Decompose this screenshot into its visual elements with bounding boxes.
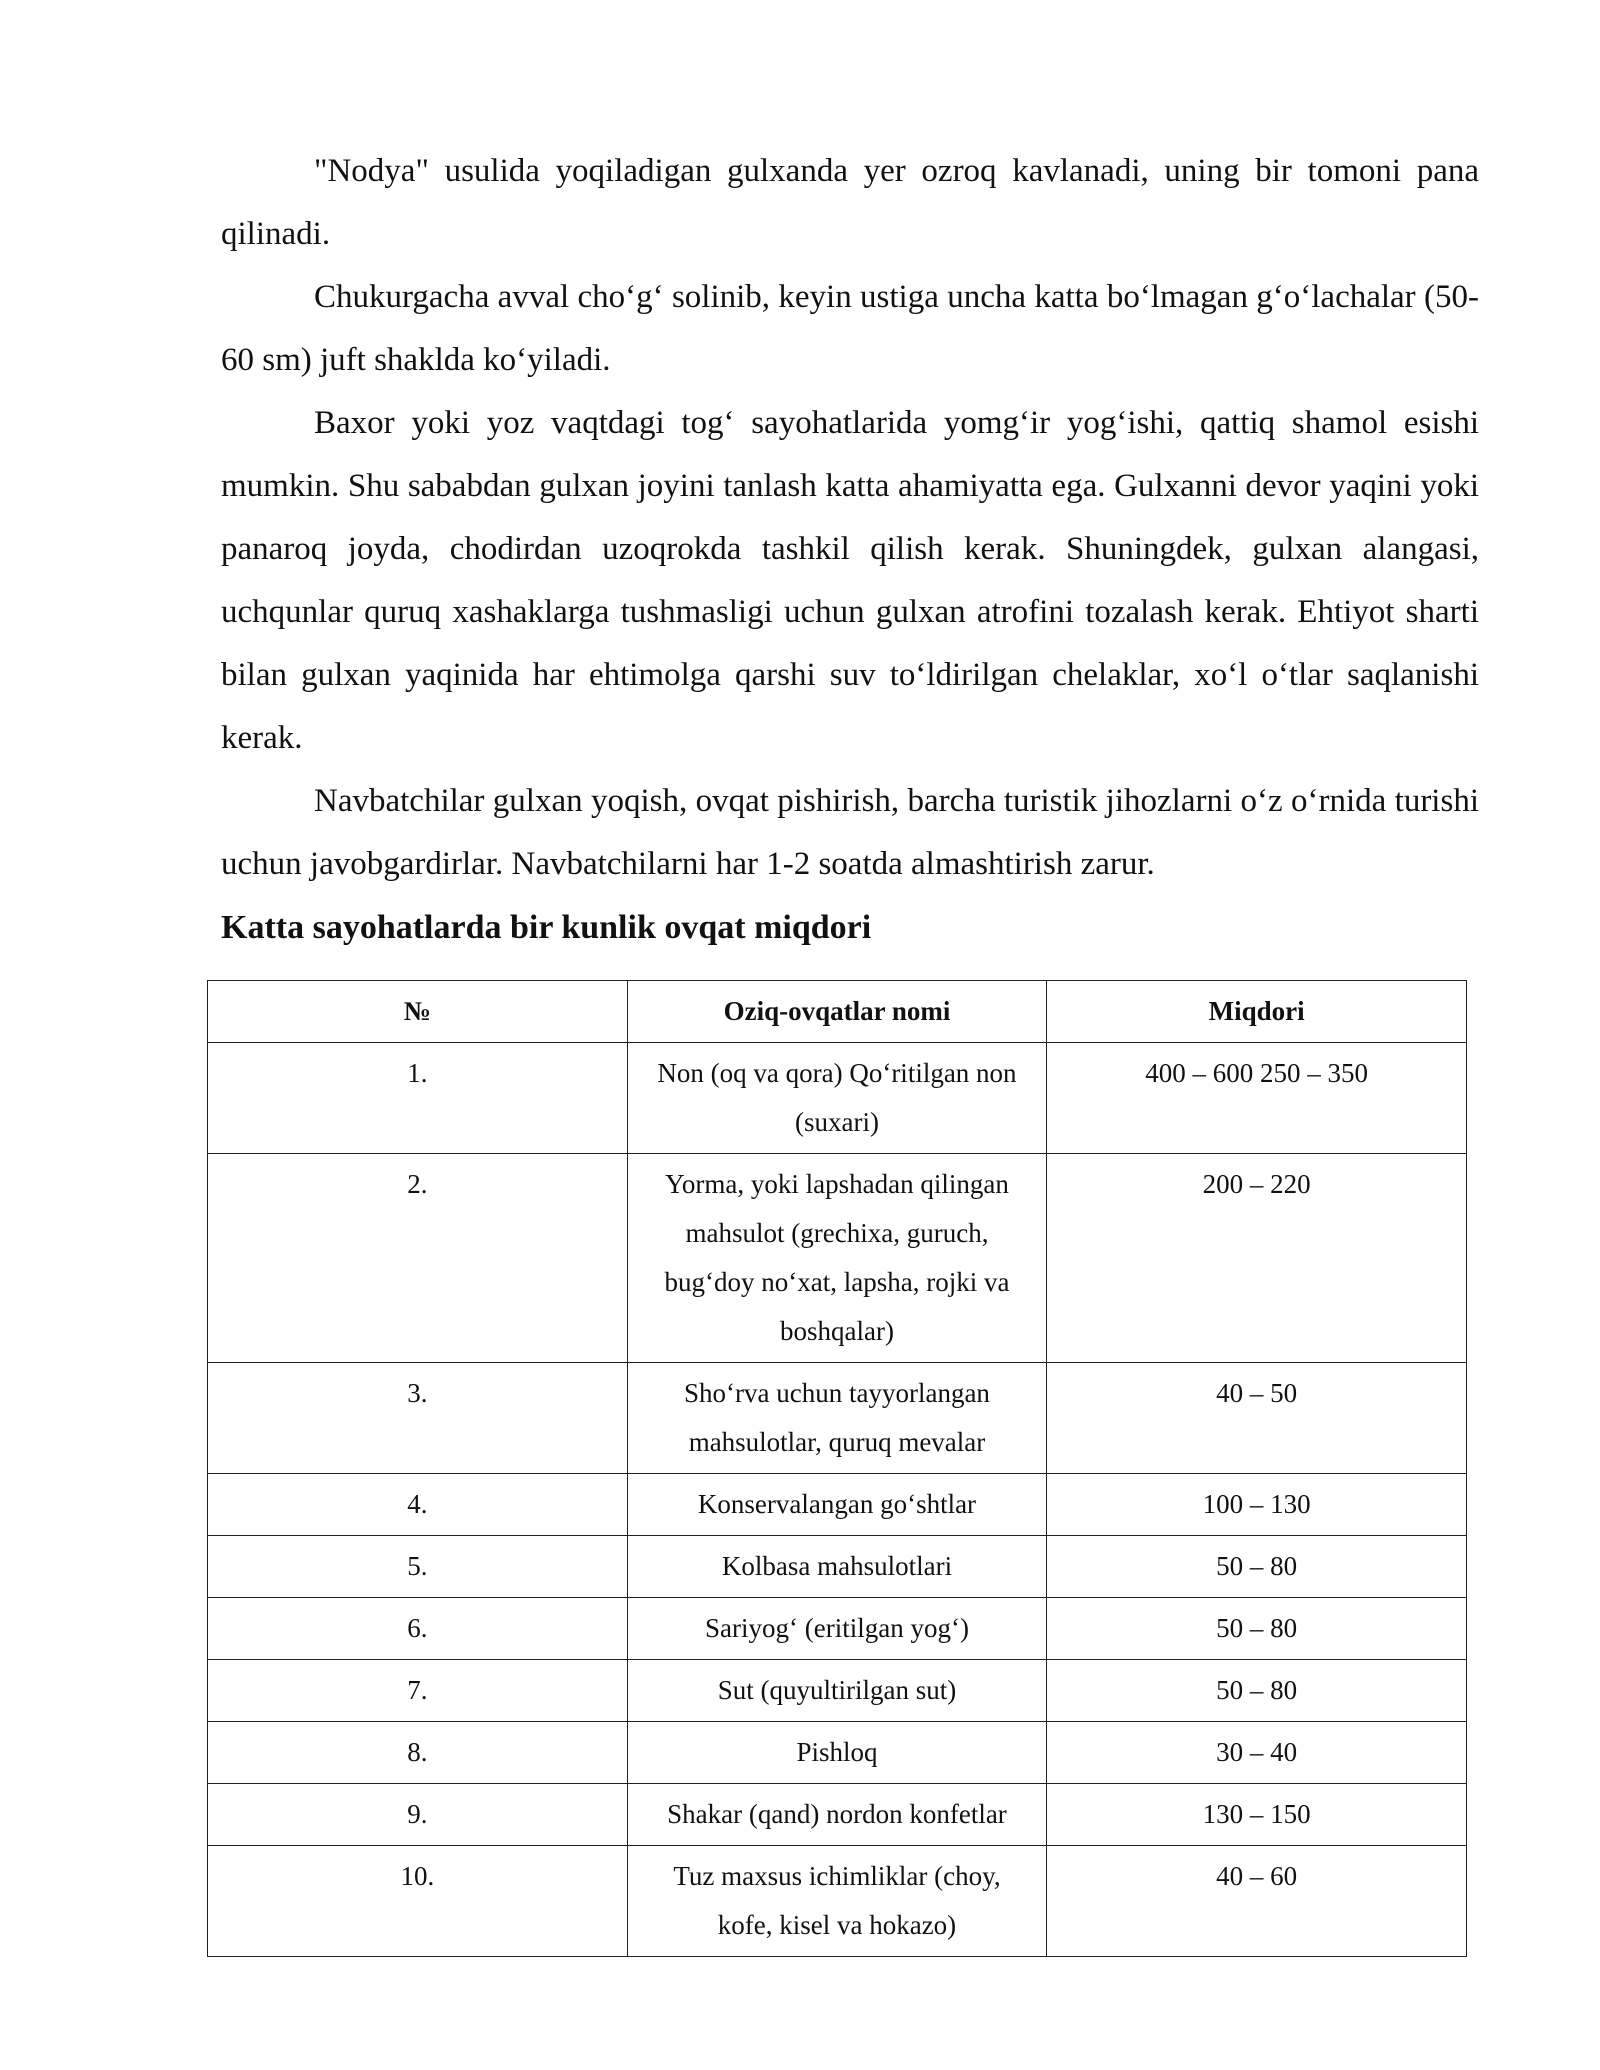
quantity: 50 – 80 (1047, 1598, 1467, 1660)
food-name: Sho‘rva uchun tayyorlangan mahsulotlar, quruq mevalar (627, 1363, 1047, 1474)
food-name: Pishloq (627, 1722, 1047, 1784)
quantity: 30 – 40 (1047, 1722, 1467, 1784)
quantity: 200 – 220 (1047, 1154, 1467, 1363)
table-row (208, 1598, 1467, 1660)
food-name: Konservalangan go‘shtlar (627, 1474, 1047, 1536)
row-number: 10. (208, 1846, 628, 1957)
paragraph-nodya-method: "Nodya" usulida yoqiladigan gulxanda yer ozroq kavlanadi, uning bir tomoni pana qilinadi. (221, 153, 1479, 252)
paragraph-campfire-location: Baxor yoki yoz vaqtdagi tog‘ sayohatlarida yomg‘ir yog‘ishi, qattiq shamol esishi mumkin. Shu sababdan gulxan joyini tanlash katta ahamiyatta ega. Gulxanni devor yaqini yoki panaroq joyda, chodirdan uzoqrokda tashkil qilish kerak. Shuningdek, gulxan alangasi, uchqunlar quruq xashaklarga tushmasligi uchun gulxan atrofini tozalash kerak. Ehtiyot sharti bilan gulxan yaqinida har ehtimolga qarshi suv to‘ldirilgan chelaklar, xo‘l o‘tlar saqlanishi kerak. (221, 405, 1479, 756)
row-number: 4. (208, 1474, 628, 1536)
quantity: 40 – 60 (1047, 1846, 1467, 1957)
table-row (208, 1536, 1467, 1598)
row-number: 6. (208, 1598, 628, 1660)
quantity: 100 – 130 (1047, 1474, 1467, 1536)
document-body (221, 140, 1479, 959)
quantity: 50 – 80 (1047, 1536, 1467, 1598)
row-number: 9. (208, 1784, 628, 1846)
food-name: Sariyog‘ (eritilgan yog‘) (627, 1598, 1047, 1660)
table-row (208, 1722, 1467, 1784)
table-row (208, 1846, 1467, 1957)
table-row (208, 1784, 1467, 1846)
food-name: Tuz maxsus ichimliklar (choy, kofe, kisel va hokazo) (627, 1846, 1047, 1957)
quantity: 50 – 80 (1047, 1660, 1467, 1722)
header-food-name: Oziq-ovqatlar nomi (627, 981, 1047, 1043)
food-name: Yorma, yoki lapshadan qilingan mahsulot (grechixa, guruch, bug‘doy no‘xat, lapsha, rojki va boshqalar) (627, 1154, 1047, 1363)
table-row (208, 1154, 1467, 1363)
quantity: 40 – 50 (1047, 1363, 1467, 1474)
row-number: 8. (208, 1722, 628, 1784)
row-number: 2. (208, 1154, 628, 1363)
quantity: 400 – 600 250 – 350 (1047, 1043, 1467, 1154)
food-name: Non (oq va qora) Qo‘ritilgan non (suxari) (627, 1043, 1047, 1154)
section-heading: Katta sayohatlarda bir kunlik ovqat miqdori (221, 909, 872, 946)
row-number: 7. (208, 1660, 628, 1722)
food-name: Shakar (qand) nordon konfetlar (627, 1784, 1047, 1846)
quantity: 130 – 150 (1047, 1784, 1467, 1846)
row-number: 5. (208, 1536, 628, 1598)
paragraph-duty-officers: Navbatchilar gulxan yoqish, ovqat pishirish, barcha turistik jihozlarni o‘z o‘rnida turishi uchun javobgardirlar. Navbatchilarni har 1-2 soatda almashtirish zarur. (221, 783, 1479, 882)
row-number: 3. (208, 1363, 628, 1474)
table-row (208, 1043, 1467, 1154)
food-quantity-table-wrapper (207, 980, 1467, 1957)
table-row (208, 1660, 1467, 1722)
food-name: Kolbasa mahsulotlari (627, 1536, 1047, 1598)
paragraph-coal-placement: Chukurgacha avval cho‘g‘ solinib, keyin ustiga uncha katta bo‘lmagan g‘o‘lachalar (50-60 sm) juft shaklda ko‘yiladi. (221, 279, 1479, 378)
header-quantity: Miqdori (1047, 981, 1467, 1043)
food-name: Sut (quyultirilgan sut) (627, 1660, 1047, 1722)
header-number: № (208, 981, 628, 1043)
table-header-row (208, 981, 1467, 1043)
row-number: 1. (208, 1043, 628, 1154)
table-row (208, 1474, 1467, 1536)
food-quantity-table (207, 980, 1467, 1957)
table-row (208, 1363, 1467, 1474)
